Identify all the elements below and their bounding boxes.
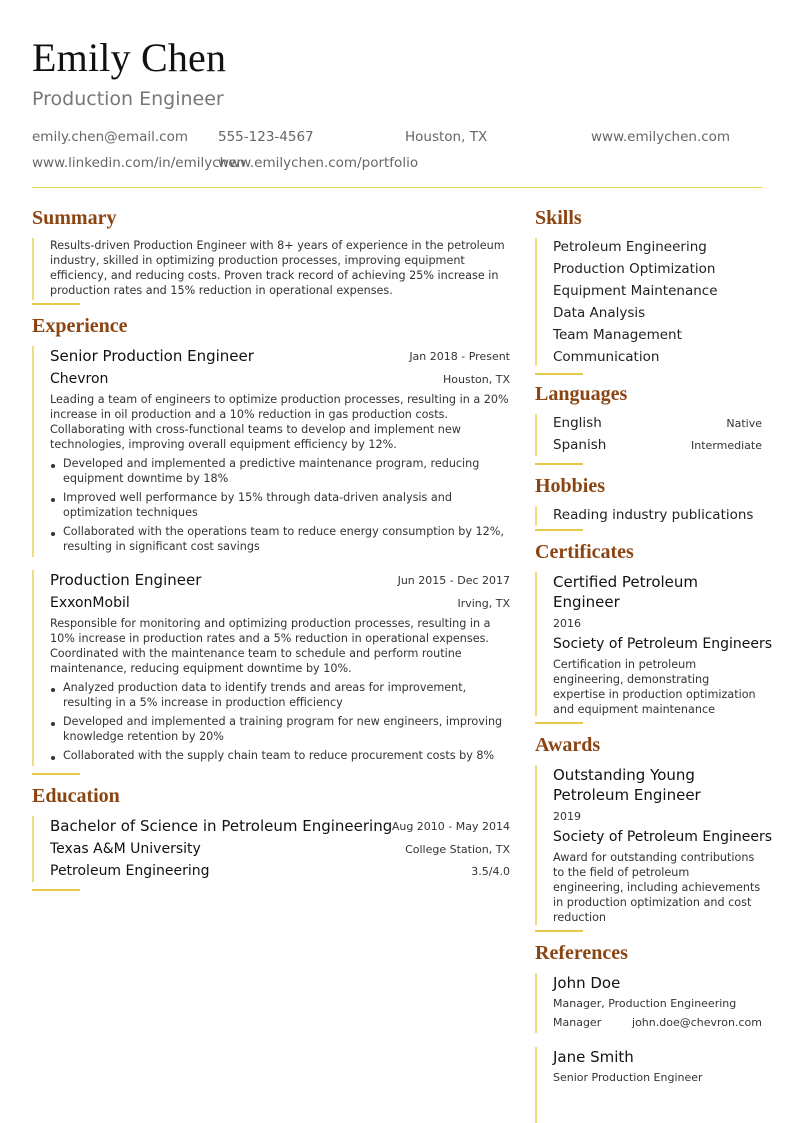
reference-position: Manager, Production Engineering: [553, 997, 737, 1010]
languages-underline: [535, 463, 583, 465]
language-level: Native: [726, 417, 762, 430]
job-description: Responsible for monitoring and optimizing production processes, resulting in a 10% increase in production rates and a 5% reduction in operational expenses. Coordinated with the maintenance team to schedule and perform routine maintenance, reducing equipment downtime by 10%.: [50, 617, 491, 675]
reference-name: Jane Smith: [553, 1048, 634, 1066]
education-degree: Bachelor of Science in Petroleum Engineering: [50, 817, 393, 835]
education-dates: Aug 2010 - May 2014: [391, 820, 510, 833]
certificate-year: 2016: [553, 617, 581, 630]
job-dates: Jun 2015 - Dec 2017: [397, 574, 510, 587]
hobbies-heading: Hobbies: [535, 475, 606, 497]
education-underline: [32, 889, 80, 891]
education-school: Texas A&M University: [50, 841, 201, 857]
bullet-icon: [51, 464, 55, 468]
bullet-icon: [51, 688, 55, 692]
job-location: Houston, TX: [443, 373, 510, 386]
job-bullet: Collaborated with the supply chain team to reduce procurement costs by 8%: [63, 749, 495, 762]
skill-item: Communication: [553, 349, 660, 365]
reference-bar: [535, 1047, 537, 1123]
skills-heading: Skills: [535, 207, 582, 229]
awards-heading: Awards: [535, 734, 601, 756]
hobbies-bar: [535, 506, 537, 526]
job-role: Production Engineer: [50, 571, 202, 589]
candidate-name: Emily Chen: [32, 35, 227, 80]
bullet-icon: [51, 756, 55, 760]
reference-position: Senior Production Engineer: [553, 1071, 703, 1084]
job-bullet: Collaborated with the operations team to reduce energy consumption by 12%, resulting in significant cost savings: [63, 525, 504, 553]
education-bar: [32, 816, 34, 882]
references-heading: References: [535, 942, 628, 964]
job-bullet: Improved well performance by 15% through data-driven analysis and optimization techniques: [63, 491, 452, 519]
skill-item: Petroleum Engineering: [553, 239, 707, 255]
portfolio-link[interactable]: www.emilychen.com/portfolio: [218, 155, 419, 171]
skill-item: Data Analysis: [553, 305, 646, 321]
certificates-underline: [535, 722, 583, 724]
reference-contact[interactable]: john.doe@chevron.com: [632, 1016, 762, 1029]
education-location: College Station, TX: [405, 843, 510, 856]
skill-item: Equipment Maintenance: [553, 283, 718, 299]
certificate-name: Certified Petroleum: [553, 573, 699, 591]
reference-relation: Manager: [553, 1016, 602, 1029]
award-name: Outstanding Young: [553, 766, 695, 784]
skill-item: Team Management: [553, 327, 682, 343]
education-heading: Education: [32, 785, 120, 807]
language-name: Spanish: [553, 437, 607, 453]
certificate-description: Certification in petroleum engineering, demonstrating expertise in production optimization and equipment maintenance: [553, 658, 756, 716]
job-bullet: Developed and implemented a predictive maintenance program, reducing equipment downtime by 18%: [63, 457, 480, 485]
header-divider: [32, 187, 762, 188]
linkedin-link[interactable]: www.linkedin.com/in/emilychen: [32, 155, 246, 171]
email-link[interactable]: emily.chen@email.com: [32, 129, 189, 145]
bullet-icon: [51, 498, 55, 502]
awards-bar: [535, 765, 537, 925]
certificate-name-cont: Engineer: [553, 593, 620, 611]
reference-name: John Doe: [553, 974, 621, 992]
skills-underline: [535, 373, 583, 375]
language-name: English: [553, 415, 602, 431]
phone-text: 555-123-4567: [218, 129, 314, 145]
job-bar: [32, 570, 34, 766]
summary-bar: [32, 238, 34, 300]
candidate-title: Production Engineer: [32, 88, 224, 110]
job-description: Leading a team of engineers to optimize production processes, resulting in a 20% increase in oil production and a 10% reduction in gas production costs. Collaborating with cross-functional teams to develop and implement new technologies, improving overall equipment efficiency by 12%.: [50, 393, 509, 451]
awards-underline: [535, 930, 583, 932]
experience-heading: Experience: [32, 315, 128, 337]
languages-bar: [535, 414, 537, 456]
education-field: Petroleum Engineering: [50, 863, 210, 879]
languages-heading: Languages: [535, 383, 628, 405]
skill-item: Production Optimization: [553, 261, 716, 277]
job-bar: [32, 346, 34, 557]
bullet-icon: [51, 532, 55, 536]
award-year: 2019: [553, 810, 581, 823]
job-location: Irving, TX: [457, 597, 510, 610]
bullet-icon: [51, 722, 55, 726]
reference-bar: [535, 973, 537, 1033]
job-company: ExxonMobil: [50, 595, 130, 611]
experience-underline: [32, 773, 80, 775]
hobbies-underline: [535, 529, 583, 531]
certificate-issuer: Society of Petroleum Engineers: [553, 636, 772, 652]
summary-heading: Summary: [32, 207, 117, 229]
award-issuer: Society of Petroleum Engineers: [553, 829, 772, 845]
job-bullet: Analyzed production data to identify trends and areas for improvement, resulting in a 5% increase in production efficiency: [63, 681, 467, 709]
certificates-bar: [535, 572, 537, 716]
skills-bar: [535, 238, 537, 366]
award-name-cont: Petroleum Engineer: [553, 786, 701, 804]
award-description: Award for outstanding contributions to the field of petroleum engineering, including achievements in production optimization and cost reduction: [553, 851, 761, 924]
job-dates: Jan 2018 - Present: [409, 350, 510, 363]
certificates-heading: Certificates: [535, 541, 634, 563]
education-gpa: 3.5/4.0: [471, 865, 510, 878]
job-company: Chevron: [50, 371, 109, 387]
location-text: Houston, TX: [405, 129, 488, 145]
website-link[interactable]: www.emilychen.com: [591, 129, 731, 145]
summary-text: Results-driven Production Engineer with 8+ years of experience in the petroleum industry, skilled in optimizing production processes, improving equipment efficiency, and reducing costs. Proven track record of achieving 25% increase in production rates and 15% reduction in operational expenses.: [50, 239, 505, 297]
language-level: Intermediate: [691, 439, 762, 452]
summary-underline: [32, 303, 80, 305]
job-bullet: Developed and implemented a training program for new engineers, improving knowledge retention by 20%: [63, 715, 503, 743]
job-role: Senior Production Engineer: [50, 347, 254, 365]
hobby-item: Reading industry publications: [553, 507, 754, 523]
